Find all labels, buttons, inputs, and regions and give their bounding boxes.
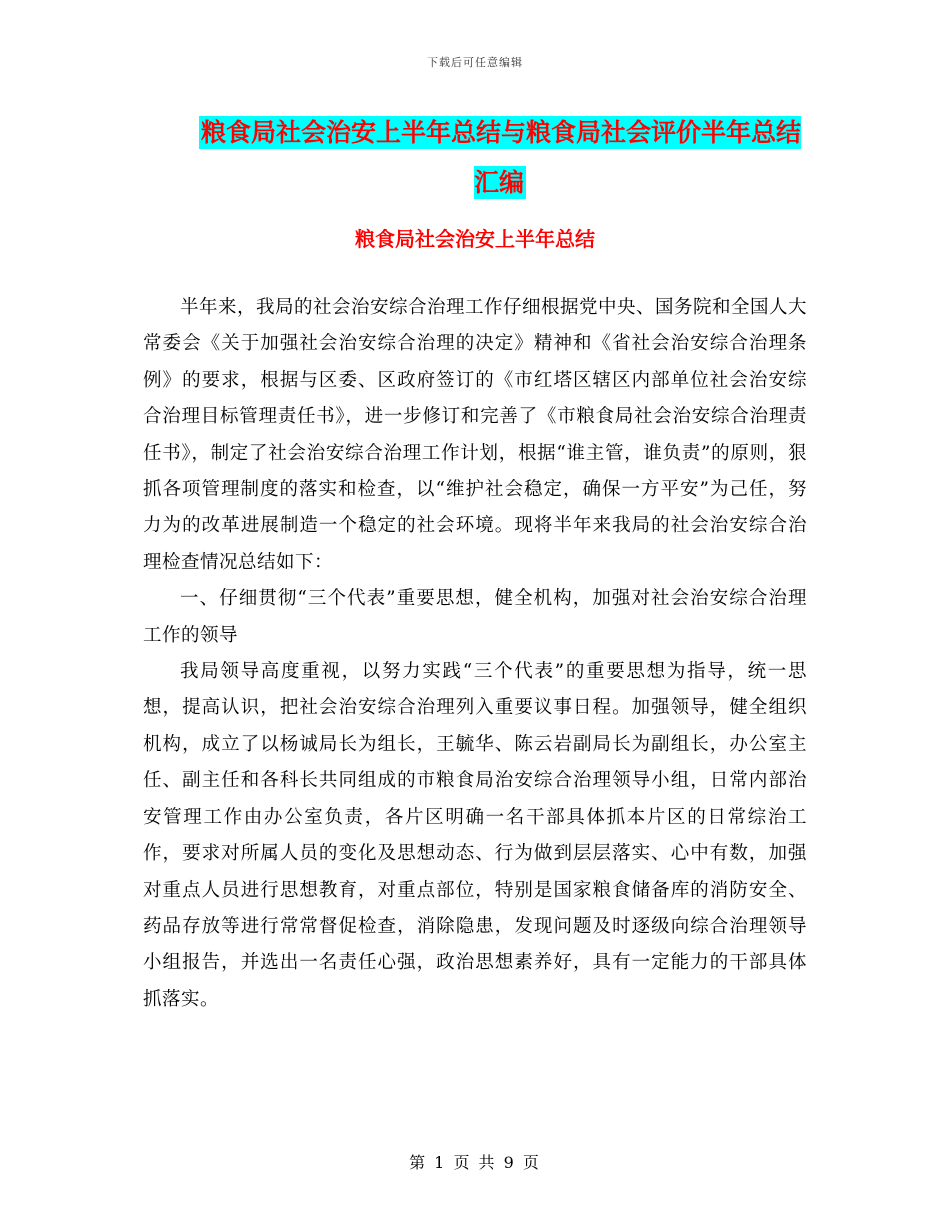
document-title [190,108,810,208]
section-title: 粮食局社会治安上半年总结 [355,227,595,251]
document-body [143,290,807,1018]
document-title-text: 粮食局社会治安上半年总结与粮食局社会评价半年总结汇编 [200,118,801,197]
page-number-footer: 第 1 页 共 9 页 [409,1153,541,1172]
paragraph-heading: 一、仔细贯彻“三个代表”重要思想，健全机构，加强对社会治安综合治理工作的领导 [143,588,807,646]
paragraph: 我局领导高度重视，以努力实践“三个代表”的重要思想为指导，统一思想，提高认识，把社会治安综合治理列入重要议事日程。加强领导，健全组织机构，成立了以杨诚局长为组长，王毓华、陈云岩副局长为副组长，办公室主任、副主任和各科长共同组成的市粮食局治安综合治理领导小组，日常内部治安管理工作由办公室负责，各片区明确一名干部具体抓本片区的日常综治工作，要求对所属人员的变化及思想动态、行为做到层层落实、心中有数，加强对重点人员进行思想教育，对重点部位，特别是国家粮食储备库的消防安全、药品存放等进行常常督促检查，消除隐患，发现问题及时逐级向综合治理领导小组报告，并选出一名责任心强，政治思想素养好，具有一定能力的干部具体抓落实。 [143,661,807,1010]
header-note: 下载后可任意编辑 [427,56,523,69]
paragraph: 半年来，我局的社会治安综合治理工作仔细根据党中央、国务院和全国人大常委会《关于加强社会治安综合治理的决定》精神和《省社会治安综合治理条例》的要求，根据与区委、区政府签订的《市红塔区辖区内部单位社会治安综合治理目标管理责任书》，进一步修订和完善了《市粮食局社会治安综合治理责任书》，制定了社会治安综合治理工作计划，根据“谁主管，谁负责”的原则，狠抓各项管理制度的落实和检查，以“维护社会稳定，确保一方平安”为己任，努力为的改革进展制造一个稳定的社会环境。现将半年来我局的社会治安综合治理检查情况总结如下： [143,297,808,573]
